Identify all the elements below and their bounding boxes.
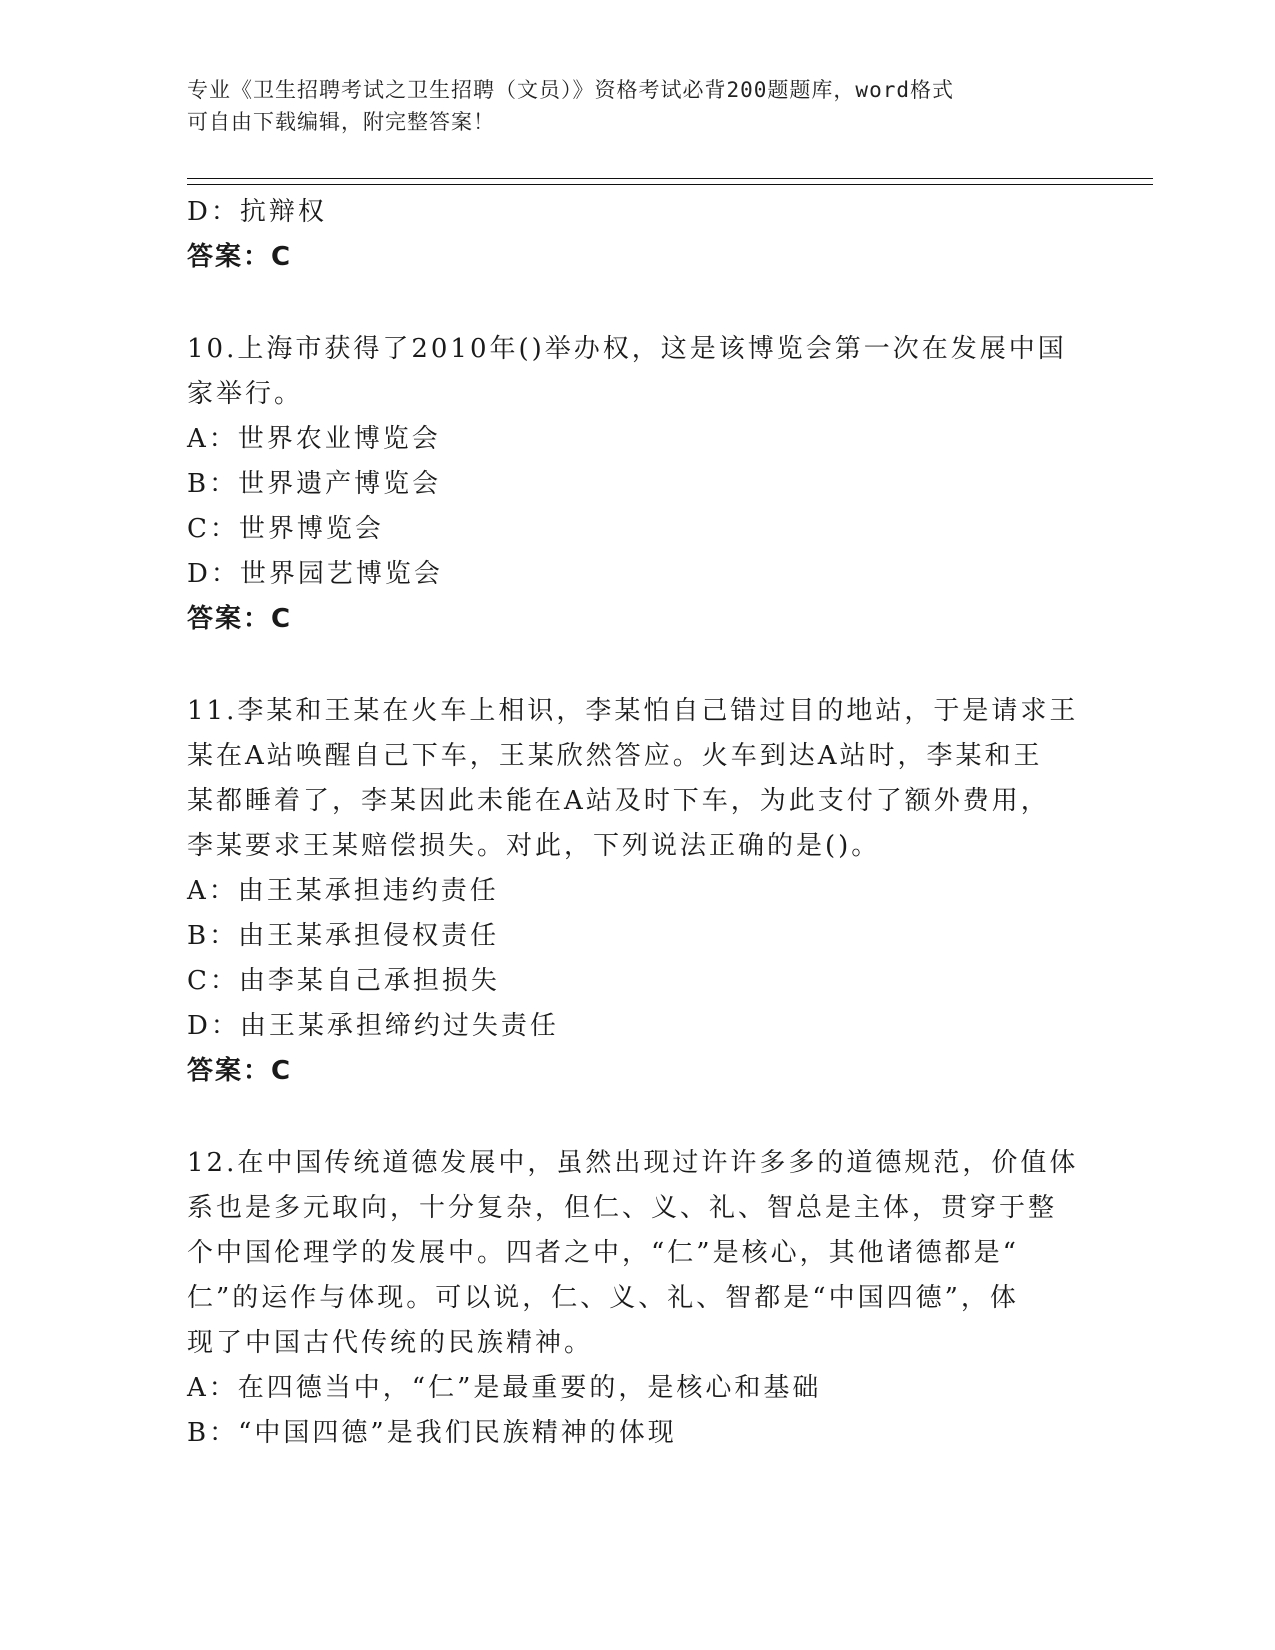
question-11-answer: 答案：C <box>187 1056 293 1086</box>
question-10-text-line: 10.上海市获得了2010年()举办权，这是该博览会第一次在发展中国 <box>187 334 1067 364</box>
question-12-text-line: 系也是多元取向，十分复杂，但仁、义、礼、智总是主体，贯穿于整 <box>187 1193 1058 1223</box>
question-11-text-line: 某在A站唤醒自己下车，王某欣然答应。火车到达A站时，李某和王 <box>187 741 1043 771</box>
question-11 <box>187 688 1087 1094</box>
prev-option-d: D：抗辩权 <box>187 197 327 227</box>
spacer <box>187 1094 1087 1140</box>
question-12-text-line: 现了中国古代传统的民族精神。 <box>187 1328 594 1358</box>
question-12-text-line: 个中国伦理学的发展中。四者之中，“仁”是核心，其他诸德都是“ <box>187 1238 1019 1268</box>
question-12-text-line: 仁”的运作与体现。可以说，仁、义、礼、智都是“中国四德”，体 <box>187 1283 1019 1313</box>
question-11-option-b: B：由王某承担侵权责任 <box>187 921 500 951</box>
question-11-option-a: A：由王某承担违约责任 <box>187 876 499 906</box>
header-line-2: 可自由下载编辑，附完整答案！ <box>187 110 495 134</box>
question-10-text-line: 家举行。 <box>187 379 304 409</box>
question-11-text-line: 11.李某和王某在火车上相识，李某怕自己错过目的地站，于是请求王 <box>187 696 1079 726</box>
question-12 <box>187 1140 1087 1456</box>
question-10-option-c: C：世界博览会 <box>187 514 384 544</box>
question-11-option-c: C：由李某自己承担损失 <box>187 966 500 996</box>
question-12-text-line: 12.在中国传统道德发展中，虽然出现过许许多多的道德规范，价值体 <box>187 1148 1079 1178</box>
question-content <box>187 190 1087 1456</box>
question-10-option-d: D：世界园艺博览会 <box>187 559 443 589</box>
question-12-option-a: A：在四德当中，“仁”是最重要的，是核心和基础 <box>187 1373 822 1403</box>
question-10 <box>187 326 1087 642</box>
question-10-answer: 答案：C <box>187 604 293 634</box>
header-line-1: 专业《卫生招聘考试之卫生招聘（文员）》资格考试必背200题题库，word格式 <box>187 78 954 102</box>
spacer <box>187 280 1087 326</box>
question-10-option-a: A：世界农业博览会 <box>187 424 441 454</box>
spacer <box>187 642 1087 688</box>
prev-answer: 答案：C <box>187 242 293 272</box>
question-11-option-d: D：由王某承担缔约过失责任 <box>187 1011 559 1041</box>
question-11-text-line: 李某要求王某赔偿损失。对此，下列说法正确的是()。 <box>187 831 881 861</box>
question-11-text-line: 某都睡着了，李某因此未能在A站及时下车，为此支付了额外费用， <box>187 786 1050 816</box>
question-12-option-b: B：“中国四德”是我们民族精神的体现 <box>187 1418 677 1448</box>
document-header <box>187 74 1067 138</box>
question-10-option-b: B：世界遗产博览会 <box>187 469 442 499</box>
header-double-rule <box>187 178 1153 185</box>
